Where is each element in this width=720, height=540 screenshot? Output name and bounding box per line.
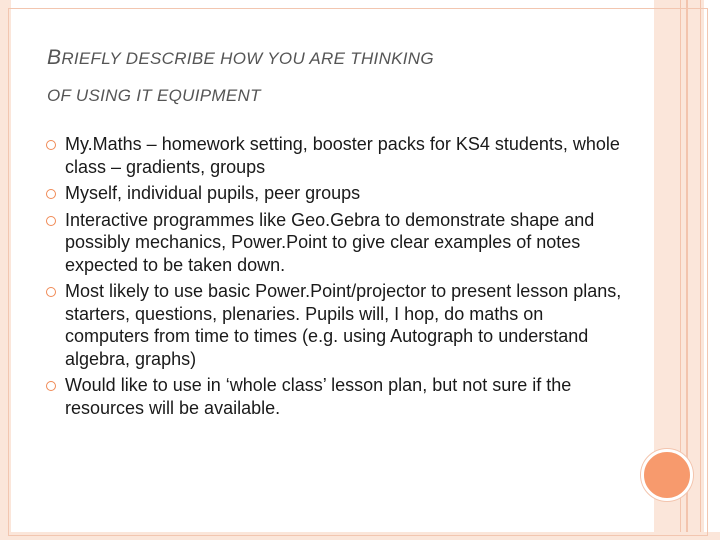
bullet-text: Myself, individual pupils, peer groups [65,183,361,203]
list-item [45,133,625,178]
list-item [45,209,625,277]
title-first-letter: B [47,46,62,69]
bullet-ring-icon [46,189,56,199]
title-line-2: OF USING IT EQUIPMENT [47,86,261,105]
bullet-text: Most likely to use basic Power.Point/projector to present lesson plans, starters, questions, plenaries. Pupils will, I hop, do maths on computers from time to times (e.g. using Autograph to understand algebra, graphs) [65,281,622,369]
bullet-ring-icon [46,287,56,297]
decorative-circle-icon [641,449,693,501]
list-item [45,280,625,370]
bullet-ring-icon [46,216,56,226]
bullet-list [45,133,625,423]
title-line-1-text: RIEFLY DESCRIBE HOW YOU ARE THINKING [61,49,434,68]
title-line-1 [47,40,627,78]
bullet-text: Would like to use in ‘whole class’ lesson plan, but not sure if the resources will be available. [65,375,572,418]
bullet-text: My.Maths – homework setting, booster packs for KS4 students, whole class – gradients, groups [65,134,620,177]
list-item [45,182,625,205]
list-item [45,374,625,419]
slide-title [47,40,627,114]
bullet-text: Interactive programmes like Geo.Gebra to demonstrate shape and possibly mechanics, Power.Point to give clear examples of notes expected to be taken down. [65,209,595,275]
bullet-ring-icon [46,381,56,391]
bullet-ring-icon [46,140,56,150]
